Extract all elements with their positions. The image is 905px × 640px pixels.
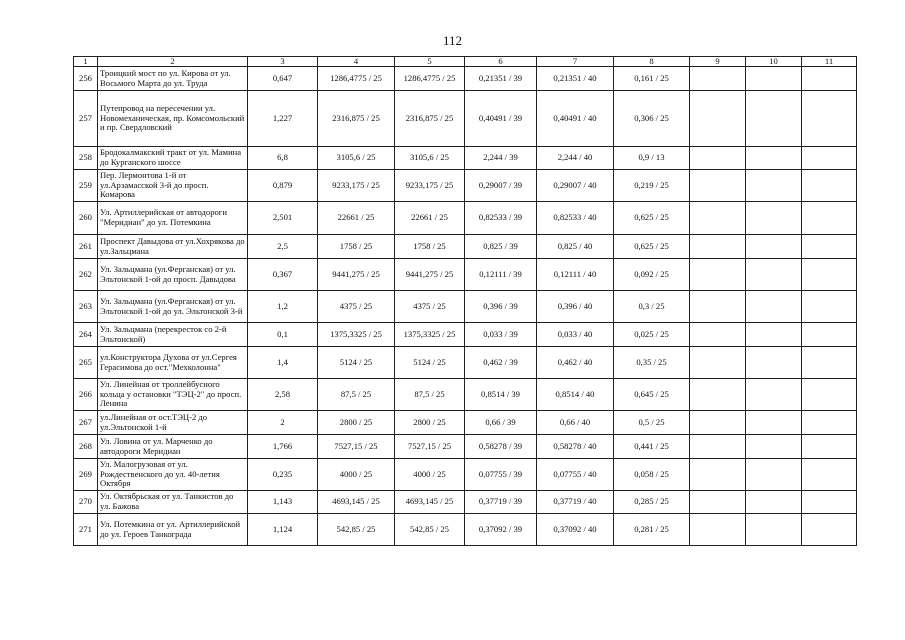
value-cell-9 bbox=[690, 491, 746, 514]
value-cell-4: 9233,175 / 25 bbox=[318, 170, 395, 202]
table-row bbox=[74, 202, 857, 235]
value-cell-11 bbox=[802, 259, 857, 291]
value-cell-3: 0,879 bbox=[248, 170, 318, 202]
value-cell-7: 0,40491 / 40 bbox=[537, 91, 614, 147]
road-name-cell: Бродокалмакский тракт от ул. Мамина до Курганского шоссе bbox=[98, 147, 248, 170]
table-row bbox=[74, 379, 857, 411]
value-cell-6: 0,66 / 39 bbox=[465, 411, 537, 435]
value-cell-4: 5124 / 25 bbox=[318, 347, 395, 379]
value-cell-10 bbox=[746, 91, 802, 147]
value-cell-5: 9233,175 / 25 bbox=[395, 170, 465, 202]
value-cell-7: 0,07755 / 40 bbox=[537, 459, 614, 491]
table-row bbox=[74, 291, 857, 323]
value-cell-6: 0,396 / 39 bbox=[465, 291, 537, 323]
value-cell-9 bbox=[690, 202, 746, 235]
value-cell-3: 6,8 bbox=[248, 147, 318, 170]
value-cell-9 bbox=[690, 347, 746, 379]
value-cell-3: 1,4 bbox=[248, 347, 318, 379]
value-cell-10 bbox=[746, 491, 802, 514]
value-cell-5: 2800 / 25 bbox=[395, 411, 465, 435]
value-cell-11 bbox=[802, 347, 857, 379]
road-name-cell: Ул. Малогрузовая от ул. Рождественского до ул. 40-летия Октября bbox=[98, 459, 248, 491]
value-cell-3: 0,1 bbox=[248, 323, 318, 347]
value-cell-11 bbox=[802, 514, 857, 546]
value-cell-9 bbox=[690, 459, 746, 491]
value-cell-7: 0,29007 / 40 bbox=[537, 170, 614, 202]
value-cell-4: 4375 / 25 bbox=[318, 291, 395, 323]
value-cell-11 bbox=[802, 459, 857, 491]
column-header-6: 6 bbox=[465, 57, 537, 67]
value-cell-4: 1286,4775 / 25 bbox=[318, 67, 395, 91]
road-name-cell: Ул. Ловина от ул. Марченко до автодороги Меридиан bbox=[98, 435, 248, 459]
value-cell-8: 0,219 / 25 bbox=[614, 170, 690, 202]
value-cell-3: 2,58 bbox=[248, 379, 318, 411]
value-cell-6: 0,21351 / 39 bbox=[465, 67, 537, 91]
value-cell-7: 0,37719 / 40 bbox=[537, 491, 614, 514]
table-row bbox=[74, 435, 857, 459]
road-name-cell: Ул. Потемкина от ул. Артиллерийской до ул. Героев Танкограда bbox=[98, 514, 248, 546]
value-cell-10 bbox=[746, 411, 802, 435]
value-cell-9 bbox=[690, 323, 746, 347]
value-cell-8: 0,306 / 25 bbox=[614, 91, 690, 147]
value-cell-9 bbox=[690, 435, 746, 459]
value-cell-4: 2316,875 / 25 bbox=[318, 91, 395, 147]
value-cell-11 bbox=[802, 411, 857, 435]
value-cell-3: 0,367 bbox=[248, 259, 318, 291]
table-row bbox=[74, 459, 857, 491]
value-cell-4: 22661 / 25 bbox=[318, 202, 395, 235]
value-cell-7: 0,66 / 40 bbox=[537, 411, 614, 435]
value-cell-10 bbox=[746, 235, 802, 259]
row-number-cell: 257 bbox=[74, 91, 98, 147]
row-number-cell: 270 bbox=[74, 491, 98, 514]
value-cell-3: 0,235 bbox=[248, 459, 318, 491]
road-name-cell: ул.Конструктора Духова от ул.Сергея Герасимова до ост."Мехколонна" bbox=[98, 347, 248, 379]
value-cell-8: 0,5 / 25 bbox=[614, 411, 690, 435]
value-cell-10 bbox=[746, 347, 802, 379]
value-cell-9 bbox=[690, 514, 746, 546]
value-cell-6: 0,37719 / 39 bbox=[465, 491, 537, 514]
value-cell-9 bbox=[690, 91, 746, 147]
road-name-cell: Ул. Зальцмана (ул.Ферганская) от ул. Эльтонской 1-ой до просп. Давыдова bbox=[98, 259, 248, 291]
value-cell-3: 1,2 bbox=[248, 291, 318, 323]
value-cell-11 bbox=[802, 202, 857, 235]
value-cell-5: 7527,15 / 25 bbox=[395, 435, 465, 459]
data-table bbox=[73, 56, 857, 546]
value-cell-8: 0,441 / 25 bbox=[614, 435, 690, 459]
table-row bbox=[74, 323, 857, 347]
value-cell-5: 4375 / 25 bbox=[395, 291, 465, 323]
value-cell-5: 3105,6 / 25 bbox=[395, 147, 465, 170]
value-cell-9 bbox=[690, 67, 746, 91]
value-cell-8: 0,625 / 25 bbox=[614, 235, 690, 259]
value-cell-6: 0,033 / 39 bbox=[465, 323, 537, 347]
value-cell-10 bbox=[746, 459, 802, 491]
value-cell-6: 0,40491 / 39 bbox=[465, 91, 537, 147]
value-cell-5: 1375,3325 / 25 bbox=[395, 323, 465, 347]
value-cell-7: 0,462 / 40 bbox=[537, 347, 614, 379]
value-cell-5: 2316,875 / 25 bbox=[395, 91, 465, 147]
value-cell-6: 0,825 / 39 bbox=[465, 235, 537, 259]
value-cell-9 bbox=[690, 235, 746, 259]
row-number-cell: 258 bbox=[74, 147, 98, 170]
value-cell-4: 3105,6 / 25 bbox=[318, 147, 395, 170]
value-cell-8: 0,285 / 25 bbox=[614, 491, 690, 514]
road-name-cell: Ул. Линейная от троллейбусного кольца у остановки "ТЭЦ-2" до просп. Ленина bbox=[98, 379, 248, 411]
value-cell-5: 9441,275 / 25 bbox=[395, 259, 465, 291]
value-cell-5: 87,5 / 25 bbox=[395, 379, 465, 411]
row-number-cell: 265 bbox=[74, 347, 98, 379]
value-cell-6: 0,462 / 39 bbox=[465, 347, 537, 379]
road-name-cell: Ул. Артиллерийская от автодороги "Меридиан" до ул. Потемкина bbox=[98, 202, 248, 235]
value-cell-10 bbox=[746, 202, 802, 235]
value-cell-3: 2 bbox=[248, 411, 318, 435]
value-cell-3: 1,227 bbox=[248, 91, 318, 147]
page-number: 112 bbox=[442, 33, 463, 48]
value-cell-11 bbox=[802, 323, 857, 347]
column-header-10: 10 bbox=[746, 57, 802, 67]
value-cell-7: 0,825 / 40 bbox=[537, 235, 614, 259]
value-cell-4: 4000 / 25 bbox=[318, 459, 395, 491]
table-row bbox=[74, 514, 857, 546]
column-header-3: 3 bbox=[248, 57, 318, 67]
row-number-cell: 268 bbox=[74, 435, 98, 459]
value-cell-10 bbox=[746, 379, 802, 411]
value-cell-8: 0,625 / 25 bbox=[614, 202, 690, 235]
value-cell-4: 9441,275 / 25 bbox=[318, 259, 395, 291]
value-cell-11 bbox=[802, 235, 857, 259]
column-header-5: 5 bbox=[395, 57, 465, 67]
table-row bbox=[74, 67, 857, 91]
value-cell-4: 1758 / 25 bbox=[318, 235, 395, 259]
table-row bbox=[74, 91, 857, 147]
road-name-cell: Ул. Зальцмана (ул.Ферганская) от ул. Эльтонской 1-ой до ул. Эльтонской 3-й bbox=[98, 291, 248, 323]
value-cell-5: 4000 / 25 bbox=[395, 459, 465, 491]
value-cell-3: 1,766 bbox=[248, 435, 318, 459]
road-name-cell: Путепровод на пересечении ул. Новомеханическая, пр. Комсомольский и пр. Свердловский bbox=[98, 91, 248, 147]
table-body bbox=[74, 67, 857, 546]
value-cell-5: 1286,4775 / 25 bbox=[395, 67, 465, 91]
value-cell-4: 542,85 / 25 bbox=[318, 514, 395, 546]
value-cell-9 bbox=[690, 379, 746, 411]
value-cell-7: 2,244 / 40 bbox=[537, 147, 614, 170]
header-row bbox=[74, 57, 857, 67]
row-number-cell: 271 bbox=[74, 514, 98, 546]
column-header-11: 11 bbox=[802, 57, 857, 67]
value-cell-11 bbox=[802, 379, 857, 411]
table-row bbox=[74, 347, 857, 379]
value-cell-6: 0,37092 / 39 bbox=[465, 514, 537, 546]
road-name-cell: Проспект Давыдова от ул.Хохрякова до ул.Зальцмана bbox=[98, 235, 248, 259]
row-number-cell: 260 bbox=[74, 202, 98, 235]
value-cell-9 bbox=[690, 147, 746, 170]
road-name-cell: ул.Линейная от ост.ТЭЦ-2 до ул.Эльтонской 1-й bbox=[98, 411, 248, 435]
value-cell-7: 0,82533 / 40 bbox=[537, 202, 614, 235]
value-cell-6: 0,58278 / 39 bbox=[465, 435, 537, 459]
row-number-cell: 259 bbox=[74, 170, 98, 202]
value-cell-7: 0,58278 / 40 bbox=[537, 435, 614, 459]
value-cell-6: 0,12111 / 39 bbox=[465, 259, 537, 291]
row-number-cell: 263 bbox=[74, 291, 98, 323]
value-cell-4: 1375,3325 / 25 bbox=[318, 323, 395, 347]
table-row bbox=[74, 147, 857, 170]
value-cell-10 bbox=[746, 323, 802, 347]
value-cell-7: 0,033 / 40 bbox=[537, 323, 614, 347]
value-cell-9 bbox=[690, 411, 746, 435]
value-cell-11 bbox=[802, 435, 857, 459]
value-cell-10 bbox=[746, 259, 802, 291]
value-cell-8: 0,058 / 25 bbox=[614, 459, 690, 491]
value-cell-8: 0,161 / 25 bbox=[614, 67, 690, 91]
value-cell-3: 2,5 bbox=[248, 235, 318, 259]
table-row bbox=[74, 259, 857, 291]
value-cell-8: 0,092 / 25 bbox=[614, 259, 690, 291]
value-cell-10 bbox=[746, 514, 802, 546]
value-cell-5: 1758 / 25 bbox=[395, 235, 465, 259]
value-cell-8: 0,281 / 25 bbox=[614, 514, 690, 546]
value-cell-8: 0,3 / 25 bbox=[614, 291, 690, 323]
value-cell-11 bbox=[802, 291, 857, 323]
road-name-cell: Ул. Зальцмана (перекресток со 2-й Эльтонской) bbox=[98, 323, 248, 347]
road-name-cell: Ул. Октябрьская от ул. Танкистов до ул. Бажова bbox=[98, 491, 248, 514]
value-cell-3: 2,501 bbox=[248, 202, 318, 235]
road-name-cell: Троицкий мост по ул. Кирова от ул. Восьмого Марта до ул. Труда bbox=[98, 67, 248, 91]
value-cell-4: 87,5 / 25 bbox=[318, 379, 395, 411]
value-cell-5: 542,85 / 25 bbox=[395, 514, 465, 546]
value-cell-4: 7527,15 / 25 bbox=[318, 435, 395, 459]
row-number-cell: 264 bbox=[74, 323, 98, 347]
value-cell-7: 0,12111 / 40 bbox=[537, 259, 614, 291]
row-number-cell: 266 bbox=[74, 379, 98, 411]
value-cell-11 bbox=[802, 147, 857, 170]
column-header-2: 2 bbox=[98, 57, 248, 67]
row-number-cell: 256 bbox=[74, 67, 98, 91]
value-cell-4: 2800 / 25 bbox=[318, 411, 395, 435]
value-cell-8: 0,645 / 25 bbox=[614, 379, 690, 411]
value-cell-5: 4693,145 / 25 bbox=[395, 491, 465, 514]
value-cell-3: 0,647 bbox=[248, 67, 318, 91]
value-cell-7: 0,37092 / 40 bbox=[537, 514, 614, 546]
value-cell-7: 0,21351 / 40 bbox=[537, 67, 614, 91]
value-cell-10 bbox=[746, 67, 802, 91]
value-cell-9 bbox=[690, 170, 746, 202]
value-cell-10 bbox=[746, 291, 802, 323]
value-cell-10 bbox=[746, 435, 802, 459]
table-row bbox=[74, 491, 857, 514]
value-cell-8: 0,025 / 25 bbox=[614, 323, 690, 347]
value-cell-5: 5124 / 25 bbox=[395, 347, 465, 379]
road-name-cell: Пер. Лермонтова 1-й от ул.Арзамасской 3-й до просп. Комарова bbox=[98, 170, 248, 202]
value-cell-3: 1,143 bbox=[248, 491, 318, 514]
value-cell-6: 0,82533 / 39 bbox=[465, 202, 537, 235]
value-cell-11 bbox=[802, 170, 857, 202]
row-number-cell: 269 bbox=[74, 459, 98, 491]
column-header-8: 8 bbox=[614, 57, 690, 67]
column-header-7: 7 bbox=[537, 57, 614, 67]
row-number-cell: 267 bbox=[74, 411, 98, 435]
row-number-cell: 261 bbox=[74, 235, 98, 259]
value-cell-8: 0,9 / 13 bbox=[614, 147, 690, 170]
table-row bbox=[74, 235, 857, 259]
value-cell-5: 22661 / 25 bbox=[395, 202, 465, 235]
value-cell-7: 0,396 / 40 bbox=[537, 291, 614, 323]
value-cell-6: 2,244 / 39 bbox=[465, 147, 537, 170]
value-cell-9 bbox=[690, 259, 746, 291]
table-row bbox=[74, 170, 857, 202]
value-cell-6: 0,29007 / 39 bbox=[465, 170, 537, 202]
value-cell-4: 4693,145 / 25 bbox=[318, 491, 395, 514]
column-header-9: 9 bbox=[690, 57, 746, 67]
value-cell-11 bbox=[802, 67, 857, 91]
value-cell-7: 0,8514 / 40 bbox=[537, 379, 614, 411]
value-cell-8: 0,35 / 25 bbox=[614, 347, 690, 379]
value-cell-3: 1,124 bbox=[248, 514, 318, 546]
column-header-4: 4 bbox=[318, 57, 395, 67]
column-header-1: 1 bbox=[74, 57, 98, 67]
value-cell-6: 0,8514 / 39 bbox=[465, 379, 537, 411]
value-cell-11 bbox=[802, 91, 857, 147]
value-cell-6: 0,07755 / 39 bbox=[465, 459, 537, 491]
value-cell-11 bbox=[802, 491, 857, 514]
value-cell-10 bbox=[746, 170, 802, 202]
value-cell-9 bbox=[690, 291, 746, 323]
row-number-cell: 262 bbox=[74, 259, 98, 291]
value-cell-10 bbox=[746, 147, 802, 170]
table-row bbox=[74, 411, 857, 435]
